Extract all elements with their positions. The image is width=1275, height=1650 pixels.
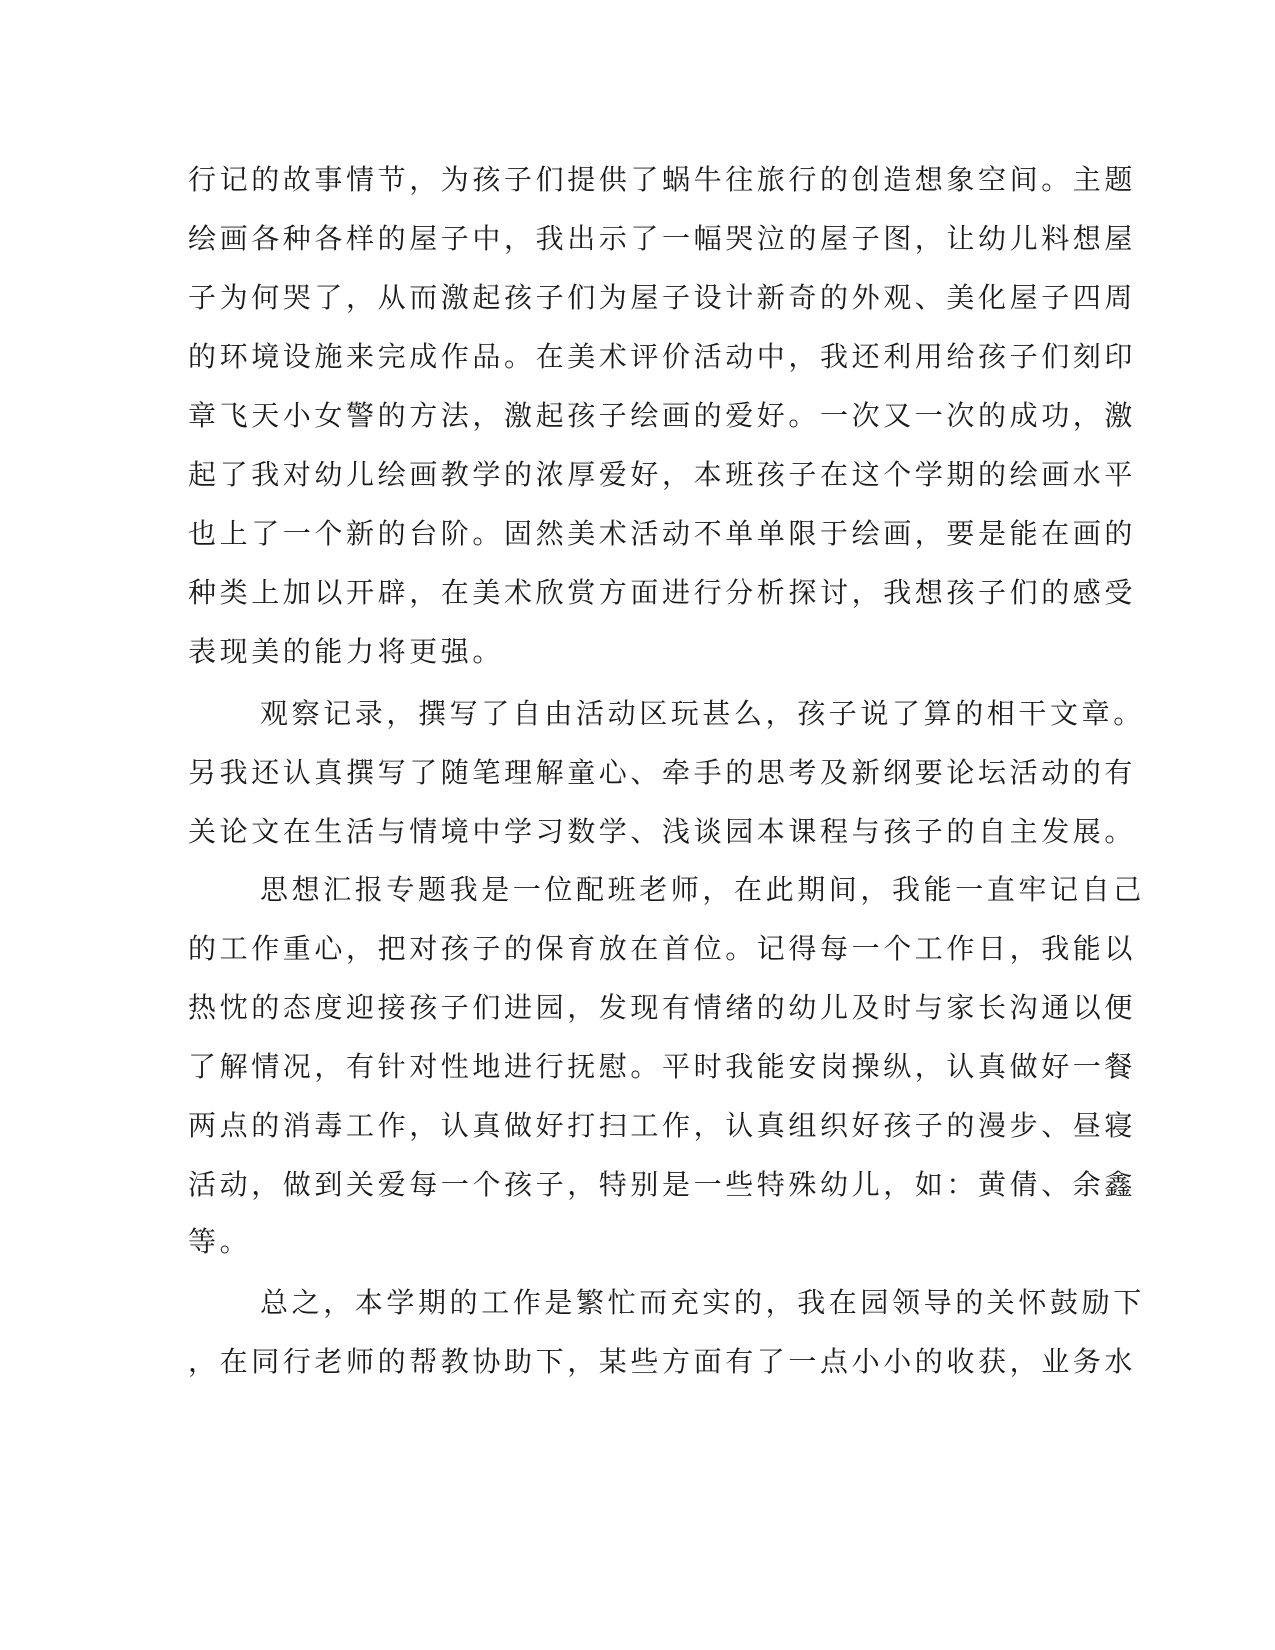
paragraph-first-line: 观察记录，撰写了自由活动区玩甚么，孩子说了算的相干文章。 (260, 697, 1145, 730)
text-line: ，在同行老师的帮教协助下，某些方面有了一点小小的收获，业务水 (188, 1345, 1137, 1378)
text-line: 关论文在生活与情境中学习数学、浅谈园本课程与孩子的自主发展。 (188, 815, 1137, 848)
text-line: 表现美的能力将更强。 (188, 635, 505, 668)
text-line: 热忱的态度迎接孩子们进园，发现有情绪的幼儿及时与家长沟通以便 (188, 991, 1137, 1024)
text-line: 活动，做到关爱每一个孩子，特别是一些特殊幼儿，如：黄倩、余鑫 (188, 1168, 1137, 1201)
text-line: 种类上加以开辟，在美术欣赏方面进行分析探讨，我想孩子们的感受 (188, 576, 1137, 609)
text-line: 了解情况，有针对性地进行抚慰。平时我能安岗操纵，认真做好一餐 (188, 1050, 1137, 1083)
text-line: 等。 (188, 1225, 252, 1258)
text-line: 的环境设施来完成作品。在美术评价活动中，我还利用给孩子们刻印 (188, 340, 1137, 373)
text-line: 起了我对幼儿绘画教学的浓厚爱好，本班孩子在这个学期的绘画水平 (188, 458, 1137, 491)
text-line: 章飞天小女警的方法，激起孩子绘画的爱好。一次又一次的成功，激 (188, 399, 1137, 432)
text-line: 两点的消毒工作，认真做好打扫工作，认真组织好孩子的漫步、昼寝 (188, 1109, 1137, 1142)
text-line: 也上了一个新的台阶。固然美术活动不单单限于绘画，要是能在画的 (188, 517, 1137, 550)
text-line: 另我还认真撰写了随笔理解童心、牵手的思考及新纲要论坛活动的有 (188, 756, 1137, 789)
text-line: 行记的故事情节，为孩子们提供了蜗牛往旅行的创造想象空间。主题 (188, 163, 1137, 196)
paragraph-first-line: 总之，本学期的工作是繁忙而充实的，我在园领导的关怀鼓励下 (260, 1286, 1145, 1319)
text-line: 子为何哭了，从而激起孩子们为屋子设计新奇的外观、美化屋子四周 (188, 281, 1137, 314)
paragraph-first-line: 思想汇报专题我是一位配班老师，在此期间，我能一直牢记自己 (260, 873, 1145, 906)
text-line: 绘画各种各样的屋子中，我出示了一幅哭泣的屋子图，让幼儿料想屋 (188, 222, 1137, 255)
text-line: 的工作重心，把对孩子的保育放在首位。记得每一个工作日，我能以 (188, 932, 1137, 965)
